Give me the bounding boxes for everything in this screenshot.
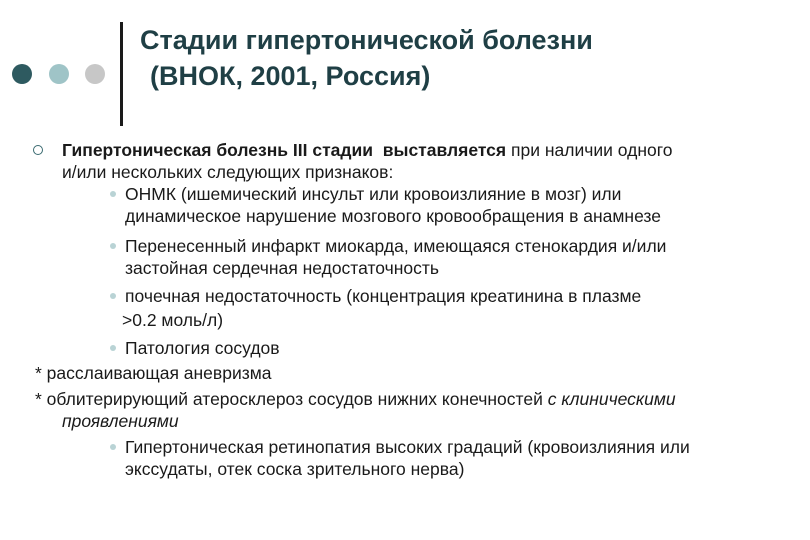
item-3-line-2: >0.2 моль/л) (122, 310, 224, 330)
item-4-line-1: Патология сосудов (125, 338, 280, 358)
star-line-2-normal: * облитерирующий атеросклероз сосудов нижних конечностей (35, 389, 548, 409)
last-item-line-1: Гипертоническая ретинопатия высоких градаций (кровоизлияния или (125, 437, 690, 457)
lead-line-2: и/или нескольких следующих признаков: (62, 162, 394, 182)
star-line-2-cont: проявлениями (62, 411, 179, 431)
title-line-2: (ВНОК, 2001, Россия) (150, 61, 431, 91)
page-title (140, 22, 790, 94)
sub-bullet-icon (110, 243, 116, 249)
star-line-1: * расслаивающая аневризма (35, 363, 272, 383)
title-divider (120, 22, 123, 126)
item-1-line-1: ОНМК (ишемический инсульт или кровоизлияние в мозг) или (125, 184, 622, 204)
dot-grey (85, 64, 105, 84)
sub-bullet-icon (110, 293, 116, 299)
star-line-2 (35, 388, 676, 411)
ring-bullet-icon (33, 145, 43, 155)
title-line-1: Стадии гипертонической болезни (140, 25, 593, 55)
sub-bullet-icon (110, 345, 116, 351)
last-item-line-2: экссудаты, отек соска зрительного нерва) (125, 459, 465, 479)
lead-bold: Гипертоническая болезнь III стадии (62, 140, 374, 160)
item-1-line-2: динамическое нарушение мозгового кровообращения в анамнезе (125, 206, 661, 226)
item-2-line-1: Перенесенный инфаркт миокарда, имеющаяся стенокардия и/или (125, 236, 667, 256)
sub-bullet-icon (110, 444, 116, 450)
dot-light (49, 64, 69, 84)
sub-bullet-icon (110, 191, 116, 197)
item-2-line-2: застойная сердечная недостаточность (125, 258, 440, 278)
dot-dark (12, 64, 32, 84)
lead-rest: при наличии одного (506, 140, 673, 160)
star-line-2-italic: с клиническими (547, 389, 676, 409)
lead-bold-2: выставляется (382, 140, 507, 160)
lead-line-1 (62, 139, 672, 162)
item-3-line-1: почечная недостаточность (концентрация креатинина в плазме (125, 286, 642, 306)
